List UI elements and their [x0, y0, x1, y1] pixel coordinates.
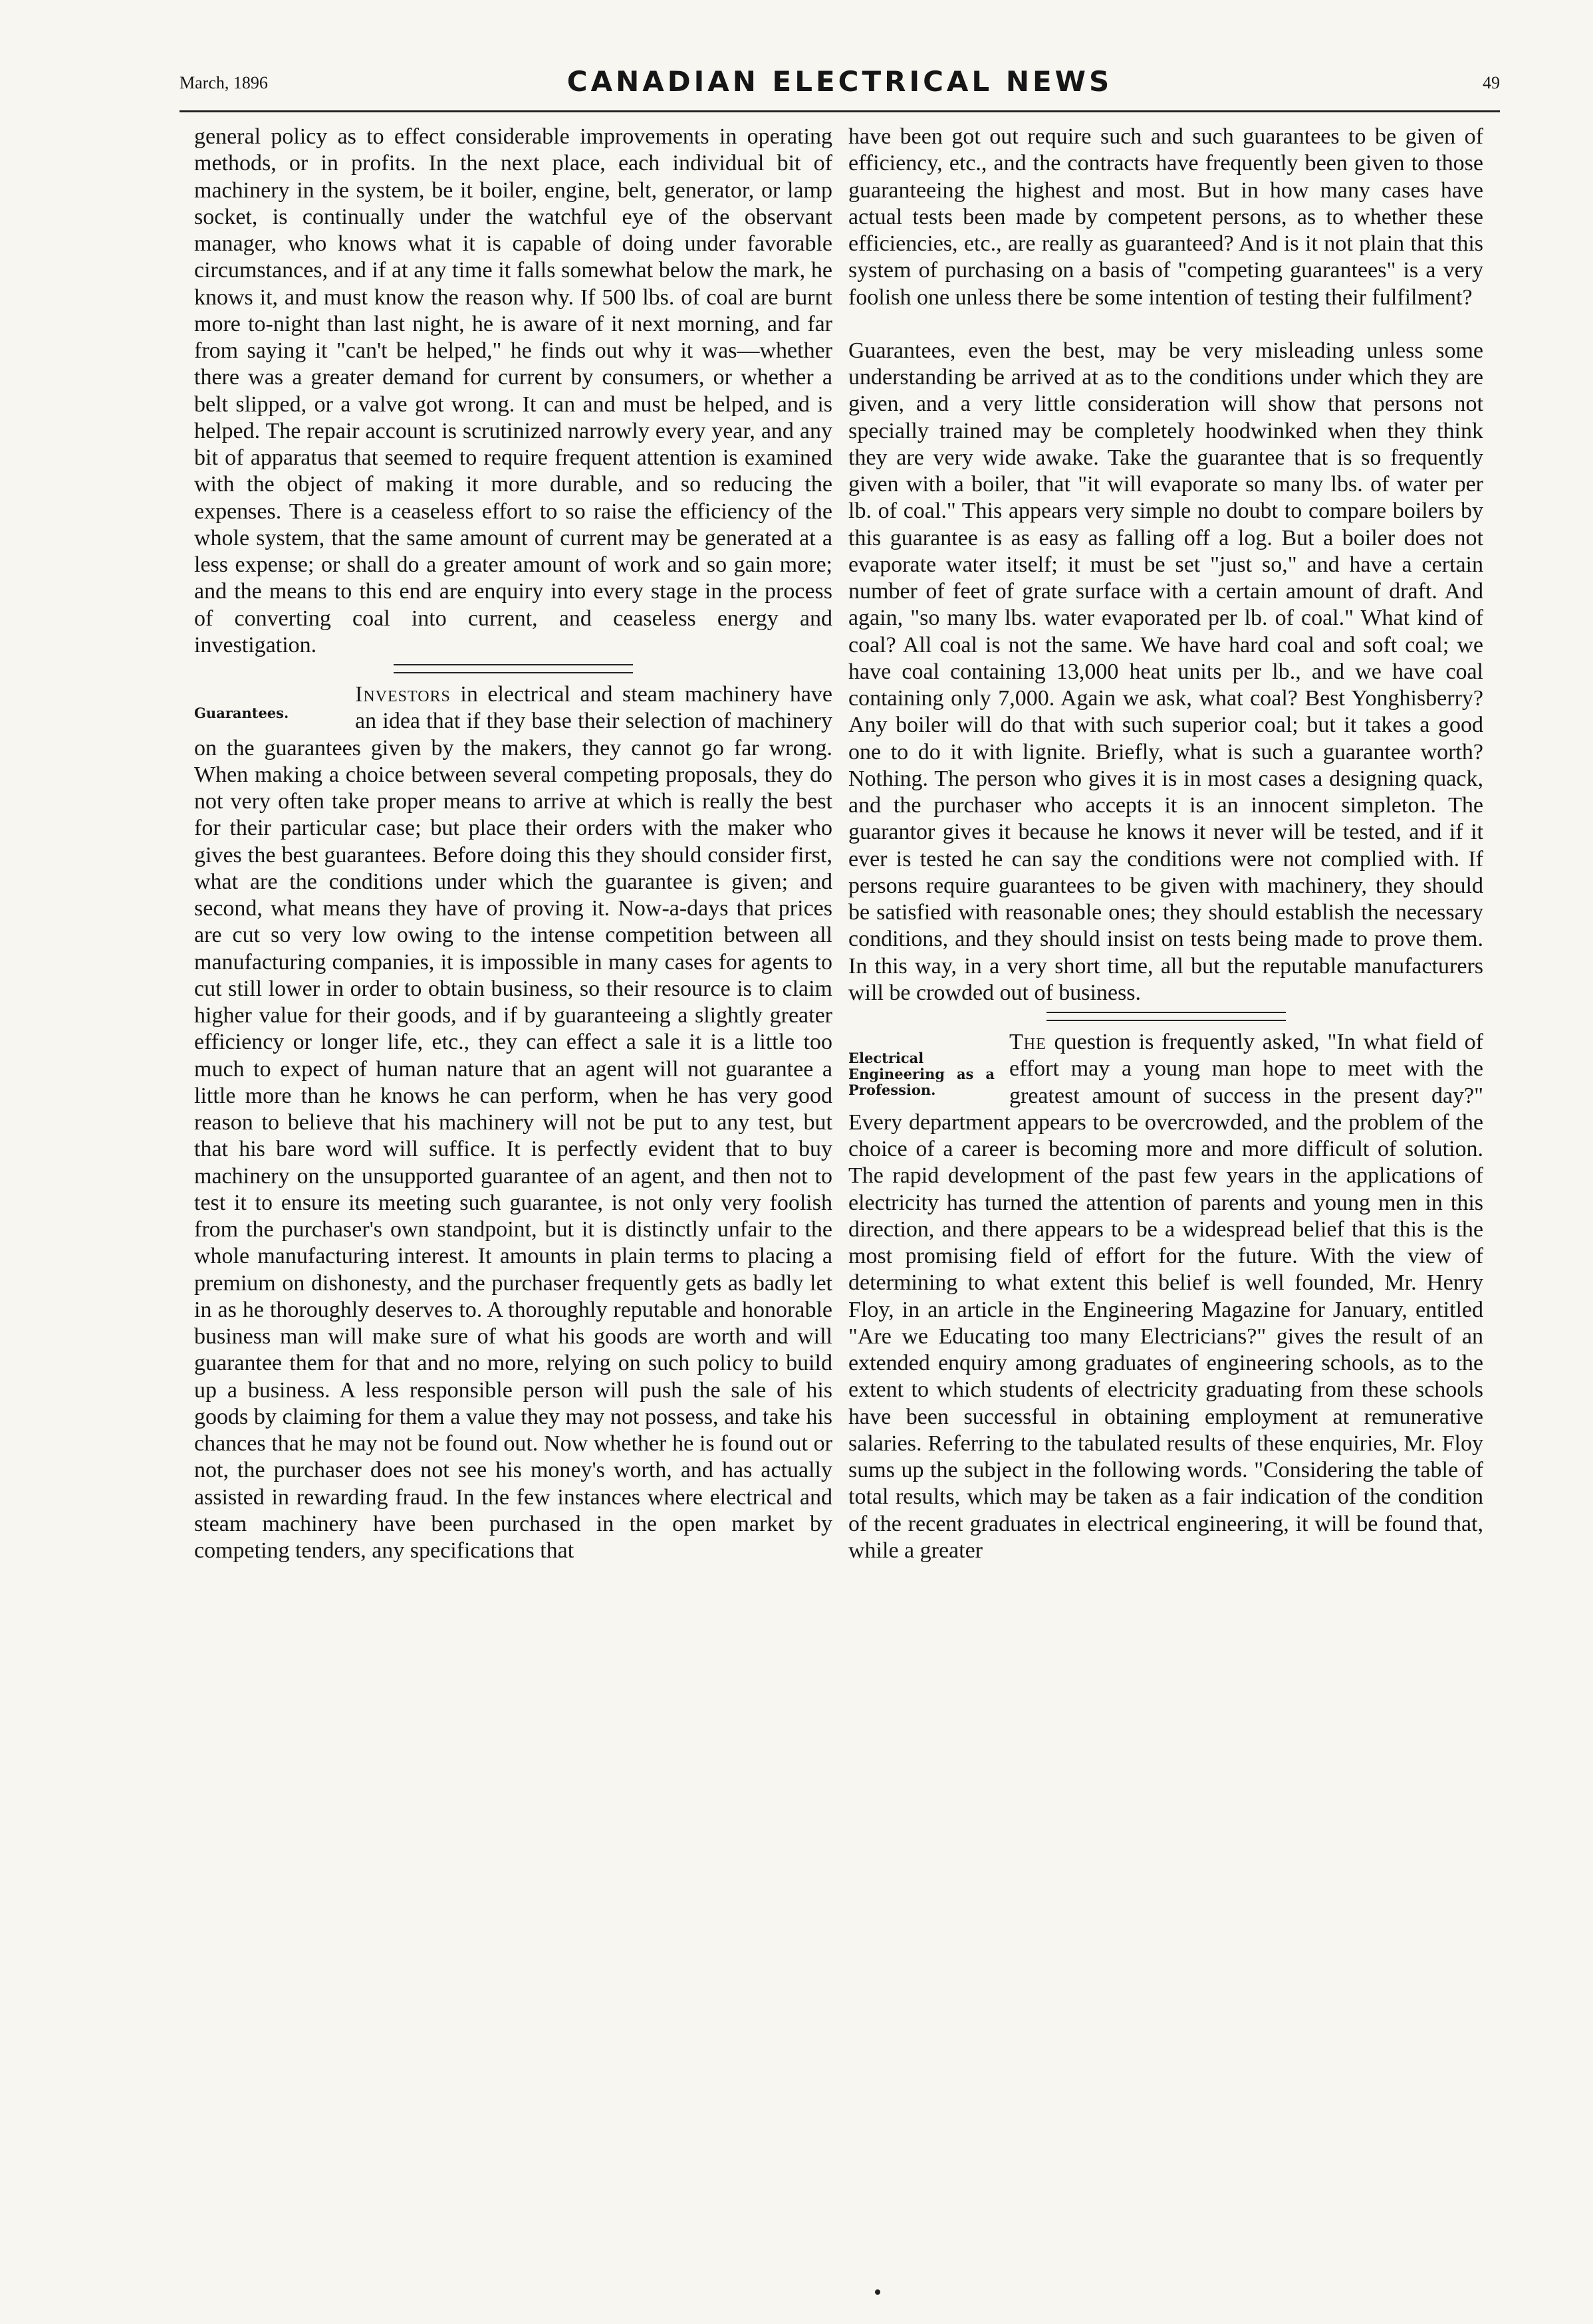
- paragraph-profession-body: question is frequently asked, "In what field of effort may a young man hope to meet with the greatest amount of success in the present day?" Every department appears to be overcrowded, and the problem of the choice of a career is becoming more and more difficult of solution. The rapid development of the past few years in the applications of electricity has turned the attention of parents and young men in this direction, and there appears to be a widespread belief that this is the most promising field of effort for the future. With the view of determining to what extent this belief is well founded, Mr. Henry Floy, in an article in the Engineering Magazine for January, entitled "Are we Educating too many Electricians?" gives the result of an extended enquiry among graduates of engineering schools, as to the extent to which students of electricity graduating from these schools have been successful in obtaining employment at remunerative salaries. Referring to the tabulated results of these enquiries, Mr. Floy sums up the subject in the following words. "Considering the table of total results, which may be taken as a fair indication of the condition of the recent graduates in electrical engineering, it will be found that, while a greater: [848, 1030, 1483, 1563]
- journal-title: CANADIAN ELECTRICAL NEWS: [566, 65, 1113, 98]
- paragraph-guarantees-body: in electrical and steam machinery have an idea that if they base their selection of machinery on the guarantees given by the makers, they cannot go far wrong. When making a choice between several competing proposals, they do not very often take proper means to arrive at which is really the best for their particular case; but place their orders with the maker who gives the best guarantees. Before doing this they should consider first, what are the conditions under which the guarantee is given; and second, what means they have of proving it. Now-a-days that prices are cut so very low owing to the intense competition between all manufacturing companies, it is impossible in many cases for agents to cut still lower in order to obtain business, so their resource is to claim higher value for their goods, and if by guaranteeing a slightly greater efficiency or longer life, etc., they can effect a sale it is a little too much to expect of human nature that an agent will not guarantee a little more than he knows he can perform, when he has very good reason to believe that his machinery will not be put to any test, but that his bare word will suffice. It is perfectly evident that to buy machinery on the unsupported guarantee of an agent, and then not to test it to ensure its meeting such guarantee, is not only very foolish from the purchaser's own standpoint, but it is distinctly unfair to the whole manufacturing interest. It amounts in plain terms to placing a premium on dishonesty, and the purchaser frequently gets as badly let in as he thoroughly deserves to. A thoroughly reputable and honorable business man will make sure of what his goods are worth and will guarantee them for that and no more, relying on such policy to build up a business. A less responsible person will push the sale of his goods by claiming for them a value they may not possess, and take his chances that he may not be found out. Now whether he is found out or not, the purchaser does not see his money's worth, and has actually assisted in rewarding fraud. In the few instances where electrical and steam machinery have been purchased in the open market by competing tenders, any specifications that: [194, 682, 832, 1563]
- paragraph-guarantees: [194, 681, 832, 1564]
- header-rule: [180, 110, 1500, 112]
- paragraph-gap: [848, 311, 1483, 338]
- page-header: [180, 66, 1500, 109]
- paragraph-efficiency: general policy as to effect considerable improvements in operating methods, or in profits. In the next place, each individual bit of machinery in the system, be it boiler, engine, belt, generator, or lamp socket, is continually under the watchful eye of the observant manager, who knows what it is capable of doing under favorable circumstances, and if at any time it falls somewhat below the mark, he knows it, and must know the reason why. If 500 lbs. of coal are burnt more to-night than last night, he is aware of it next morning, and far from saying it "can't be helped," he finds out why it was—whether there was a greater demand for current by consumers, or whether a belt slipped, or a valve got wrong. It can and must be helped, and is helped. The repair account is scrutinized narrowly every year, and any bit of apparatus that seemed to require frequent attention is examined with the object of making it more durable, and so reducing the expenses. There is a ceaseless effort to so raise the efficiency of the whole system, that the same amount of current may be generated at a less expense; or shall do a greater amount of work and so gain more; and the means to this end are enquiry into every stage in the process of converting coal into current, and ceaseless energy and investigation.: [194, 124, 832, 657]
- page-number: 49: [1483, 73, 1500, 92]
- paragraph-boiler-guarantee: Guarantees, even the best, may be very misleading unless some understanding be arrived at as to the conditions under which they are given, and a very little consideration will show that persons not specially trained may be completely hoodwinked when they think they are very wide awake. Take the guarantee that is so frequently given with a boiler, that "it will evaporate so many lbs. of water per lb. of coal." This appears very simple no doubt to compare boilers by this guarantee is as easy as falling off a log. But a boiler does not evaporate water itself; it must be set "just so," and have a certain number of feet of grate surface with a certain amount of draft. And again, "so many lbs. water evaporated per lb. of coal." What kind of coal? All coal is not the same. We have hard coal and soft coal; we have coal containing 13,000 heat units per lb., and we have coal containing only 7,000. Again we ask, what coal? Best Yonghisberry? Any boiler will do that with such superior coal; but it takes a good one to do it with lignite. Briefly, what is such a guarantee worth? Nothing. The person who gives it is in most cases a designing quack, and the purchaser who accepts it is an innocent simpleton. The guarantor gives it because he knows it never will be tested, and if it ever is tested he can say the conditions were not complied with. If persons require guarantees to be given with machinery, they should be satisfied with reasonable ones; they should establish the necessary conditions, and they should insist on tests being made to prove them. In this way, in a very short time, all but the reputable manufacturers will be crowded out of business.: [848, 338, 1483, 1005]
- sidenote-electrical-engineering: Electrical Engineering as a Profession.: [848, 1050, 995, 1098]
- right-column: [848, 124, 1483, 1564]
- section-divider: [394, 664, 633, 673]
- paragraph-tests: have been got out require such and such guarantees to be given of efficiency, etc., and the contracts have frequently been given to those guaranteeing the highest and most. But in how many cases have actual tests been made by competent persons, as to whether these efficiencies, etc., are really as guaranteed? And is it not plain that this system of purchasing on a basis of "competing guarantees" is a very foolish one unless there be some intention of testing their fulfilment?: [848, 124, 1483, 310]
- lead-word: The: [1009, 1030, 1046, 1054]
- ink-dot: [875, 2289, 880, 2295]
- lead-word: Investors: [355, 682, 451, 707]
- sidenote-guarantees: Guarantees.: [194, 705, 289, 721]
- paragraph-profession: [848, 1029, 1483, 1564]
- section-divider: [1046, 1012, 1286, 1021]
- left-column: [194, 124, 832, 1564]
- issue-date: March, 1896: [180, 73, 268, 92]
